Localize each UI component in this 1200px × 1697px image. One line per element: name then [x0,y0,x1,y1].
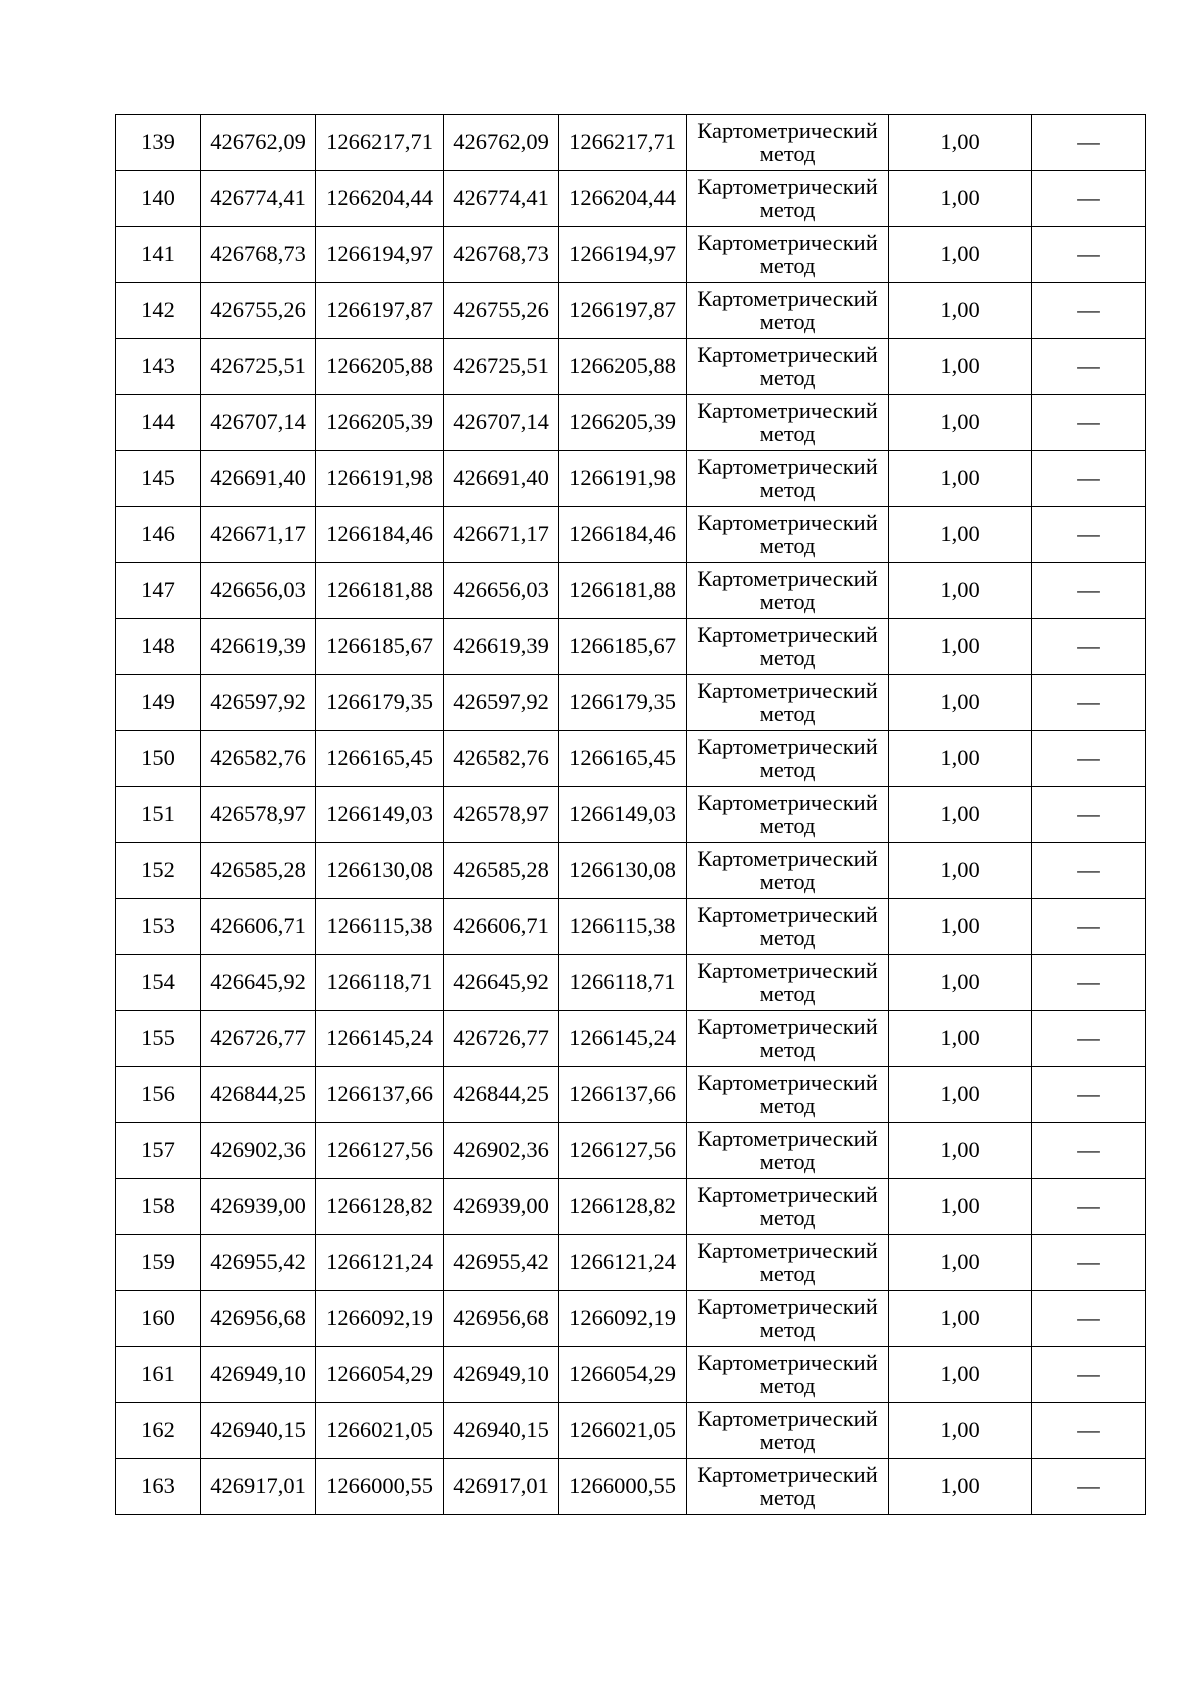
method-label-line2: метод [759,252,816,278]
x-coordinate-cell: 426619,39 [444,619,559,675]
point-number-cell: 153 [116,899,201,955]
method-cell [687,339,889,395]
table-row [116,395,1146,451]
method-label-line1: Картометрический [697,1182,878,1207]
x-coordinate-cell: 426656,03 [444,563,559,619]
method-label-line1: Картометрический [697,1462,878,1487]
x-coordinate-cell: 426691,40 [201,451,316,507]
method-label-line1: Картометрический [697,286,878,311]
point-number-cell: 143 [116,339,201,395]
x-coordinate-cell: 426707,14 [444,395,559,451]
point-number-cell: 148 [116,619,201,675]
accuracy-cell: 1,00 [889,1179,1032,1235]
x-coordinate-cell: 426768,73 [444,227,559,283]
accuracy-cell: 1,00 [889,1291,1032,1347]
method-cell [687,843,889,899]
point-number-cell: 149 [116,675,201,731]
y-coordinate-cell: 1266185,67 [559,619,687,675]
method-label-line2: метод [759,1260,816,1286]
method-label-line2: метод [759,700,816,726]
point-number-cell: 144 [116,395,201,451]
method-label-line1: Картометрический [697,678,878,703]
table-row [116,619,1146,675]
accuracy-cell: 1,00 [889,899,1032,955]
y-coordinate-cell: 1266149,03 [559,787,687,843]
x-coordinate-cell: 426726,77 [201,1011,316,1067]
x-coordinate-cell: 426940,15 [201,1403,316,1459]
accuracy-cell: 1,00 [889,339,1032,395]
table-row [116,115,1146,171]
x-coordinate-cell: 426940,15 [444,1403,559,1459]
method-label-line2: метод [759,812,816,838]
table-row [116,1291,1146,1347]
table-row [116,1235,1146,1291]
point-number-cell: 150 [116,731,201,787]
y-coordinate-cell: 1266054,29 [316,1347,444,1403]
y-coordinate-cell: 1266191,98 [559,451,687,507]
table-row [116,283,1146,339]
table-row [116,451,1146,507]
accuracy-cell: 1,00 [889,787,1032,843]
y-coordinate-cell: 1266181,88 [316,563,444,619]
table-row [116,563,1146,619]
method-label-line1: Картометрический [697,1350,878,1375]
dash-cell: — [1032,339,1146,395]
method-label-line2: метод [759,1428,816,1454]
method-label-line1: Картометрический [697,1294,878,1319]
method-label-line2: метод [759,196,816,222]
point-number-cell: 146 [116,507,201,563]
y-coordinate-cell: 1266021,05 [316,1403,444,1459]
y-coordinate-cell: 1266145,24 [316,1011,444,1067]
x-coordinate-cell: 426597,92 [201,675,316,731]
method-label-line1: Картометрический [697,734,878,759]
method-label-line1: Картометрический [697,510,878,535]
point-number-cell: 156 [116,1067,201,1123]
x-coordinate-cell: 426619,39 [201,619,316,675]
x-coordinate-cell: 426939,00 [444,1179,559,1235]
y-coordinate-cell: 1266197,87 [559,283,687,339]
accuracy-cell: 1,00 [889,227,1032,283]
dash-cell: — [1032,843,1146,899]
table-row [116,955,1146,1011]
y-coordinate-cell: 1266145,24 [559,1011,687,1067]
x-coordinate-cell: 426606,71 [201,899,316,955]
point-number-cell: 142 [116,283,201,339]
x-coordinate-cell: 426956,68 [201,1291,316,1347]
dash-cell: — [1032,115,1146,171]
point-number-cell: 158 [116,1179,201,1235]
accuracy-cell: 1,00 [889,1067,1032,1123]
method-label-line1: Картометрический [697,174,878,199]
method-label-line2: метод [759,1484,816,1510]
x-coordinate-cell: 426762,09 [444,115,559,171]
method-label-line2: метод [759,420,816,446]
table-body [116,115,1146,1515]
dash-cell: — [1032,283,1146,339]
x-coordinate-cell: 426645,92 [444,955,559,1011]
table-row [116,1067,1146,1123]
x-coordinate-cell: 426844,25 [201,1067,316,1123]
method-label-line2: метод [759,308,816,334]
method-label-line1: Картометрический [697,1406,878,1431]
y-coordinate-cell: 1266194,97 [559,227,687,283]
x-coordinate-cell: 426917,01 [201,1459,316,1515]
table-row [116,675,1146,731]
method-cell [687,507,889,563]
method-label-line2: метод [759,868,816,894]
table-row [116,507,1146,563]
y-coordinate-cell: 1266204,44 [559,171,687,227]
method-cell [687,675,889,731]
x-coordinate-cell: 426755,26 [201,283,316,339]
x-coordinate-cell: 426578,97 [201,787,316,843]
point-number-cell: 147 [116,563,201,619]
method-label-line1: Картометрический [697,566,878,591]
y-coordinate-cell: 1266054,29 [559,1347,687,1403]
accuracy-cell: 1,00 [889,731,1032,787]
y-coordinate-cell: 1266185,67 [316,619,444,675]
method-label-line1: Картометрический [697,902,878,927]
x-coordinate-cell: 426902,36 [444,1123,559,1179]
method-cell [687,563,889,619]
table-row [116,339,1146,395]
method-cell [687,1067,889,1123]
dash-cell: — [1032,1235,1146,1291]
y-coordinate-cell: 1266137,66 [316,1067,444,1123]
table-row [116,227,1146,283]
x-coordinate-cell: 426597,92 [444,675,559,731]
point-number-cell: 155 [116,1011,201,1067]
accuracy-cell: 1,00 [889,1235,1032,1291]
x-coordinate-cell: 426707,14 [201,395,316,451]
dash-cell: — [1032,171,1146,227]
method-cell [687,395,889,451]
dash-cell: — [1032,1067,1146,1123]
method-label-line1: Картометрический [697,846,878,871]
dash-cell: — [1032,955,1146,1011]
point-number-cell: 161 [116,1347,201,1403]
x-coordinate-cell: 426955,42 [444,1235,559,1291]
x-coordinate-cell: 426955,42 [201,1235,316,1291]
method-cell [687,899,889,955]
point-number-cell: 163 [116,1459,201,1515]
accuracy-cell: 1,00 [889,1347,1032,1403]
y-coordinate-cell: 1266191,98 [316,451,444,507]
x-coordinate-cell: 426725,51 [444,339,559,395]
point-number-cell: 154 [116,955,201,1011]
accuracy-cell: 1,00 [889,1011,1032,1067]
y-coordinate-cell: 1266092,19 [559,1291,687,1347]
table-row [116,731,1146,787]
table-row [116,787,1146,843]
method-label-line2: метод [759,1148,816,1174]
x-coordinate-cell: 426585,28 [444,843,559,899]
point-number-cell: 160 [116,1291,201,1347]
method-label-line1: Картометрический [697,1238,878,1263]
y-coordinate-cell: 1266130,08 [559,843,687,899]
accuracy-cell: 1,00 [889,675,1032,731]
method-label-line2: метод [759,1204,816,1230]
x-coordinate-cell: 426844,25 [444,1067,559,1123]
point-number-cell: 141 [116,227,201,283]
accuracy-cell: 1,00 [889,1403,1032,1459]
accuracy-cell: 1,00 [889,563,1032,619]
y-coordinate-cell: 1266179,35 [316,675,444,731]
method-label-line2: метод [759,756,816,782]
method-cell [687,283,889,339]
method-cell [687,1459,889,1515]
x-coordinate-cell: 426902,36 [201,1123,316,1179]
method-cell [687,227,889,283]
method-label-line2: метод [759,532,816,558]
dash-cell: — [1032,787,1146,843]
method-label-line1: Картометрический [697,118,878,143]
y-coordinate-cell: 1266194,97 [316,227,444,283]
accuracy-cell: 1,00 [889,283,1032,339]
dash-cell: — [1032,1347,1146,1403]
method-label-line2: метод [759,364,816,390]
y-coordinate-cell: 1266204,44 [316,171,444,227]
method-label-line2: метод [759,644,816,670]
y-coordinate-cell: 1266137,66 [559,1067,687,1123]
accuracy-cell: 1,00 [889,451,1032,507]
dash-cell: — [1032,899,1146,955]
method-label-line2: метод [759,1036,816,1062]
x-coordinate-cell: 426726,77 [444,1011,559,1067]
point-number-cell: 152 [116,843,201,899]
dash-cell: — [1032,675,1146,731]
x-coordinate-cell: 426645,92 [201,955,316,1011]
method-cell [687,1347,889,1403]
x-coordinate-cell: 426656,03 [201,563,316,619]
method-cell [687,1179,889,1235]
y-coordinate-cell: 1266130,08 [316,843,444,899]
dash-cell: — [1032,1011,1146,1067]
y-coordinate-cell: 1266197,87 [316,283,444,339]
y-coordinate-cell: 1266184,46 [559,507,687,563]
method-label-line2: метод [759,1316,816,1342]
y-coordinate-cell: 1266115,38 [559,899,687,955]
y-coordinate-cell: 1266149,03 [316,787,444,843]
y-coordinate-cell: 1266115,38 [316,899,444,955]
accuracy-cell: 1,00 [889,843,1032,899]
point-number-cell: 145 [116,451,201,507]
x-coordinate-cell: 426956,68 [444,1291,559,1347]
point-number-cell: 159 [116,1235,201,1291]
method-cell [687,1235,889,1291]
method-label-line1: Картометрический [697,958,878,983]
method-label-line2: метод [759,476,816,502]
y-coordinate-cell: 1266179,35 [559,675,687,731]
method-cell [687,171,889,227]
y-coordinate-cell: 1266118,71 [559,955,687,1011]
accuracy-cell: 1,00 [889,1459,1032,1515]
y-coordinate-cell: 1266021,05 [559,1403,687,1459]
x-coordinate-cell: 426762,09 [201,115,316,171]
method-label-line1: Картометрический [697,1014,878,1039]
method-cell [687,1123,889,1179]
x-coordinate-cell: 426671,17 [201,507,316,563]
method-label-line1: Картометрический [697,230,878,255]
y-coordinate-cell: 1266165,45 [316,731,444,787]
method-cell [687,1011,889,1067]
accuracy-cell: 1,00 [889,115,1032,171]
x-coordinate-cell: 426578,97 [444,787,559,843]
method-label-line1: Картометрический [697,1126,878,1151]
dash-cell: — [1032,395,1146,451]
y-coordinate-cell: 1266205,88 [559,339,687,395]
method-label-line1: Картометрический [697,342,878,367]
dash-cell: — [1032,563,1146,619]
method-cell [687,619,889,675]
x-coordinate-cell: 426582,76 [201,731,316,787]
dash-cell: — [1032,227,1146,283]
x-coordinate-cell: 426774,41 [444,171,559,227]
method-cell [687,115,889,171]
y-coordinate-cell: 1266121,24 [316,1235,444,1291]
method-label-line1: Картометрический [697,398,878,423]
y-coordinate-cell: 1266181,88 [559,563,687,619]
method-label-line1: Картометрический [697,1070,878,1095]
y-coordinate-cell: 1266217,71 [559,115,687,171]
dash-cell: — [1032,1403,1146,1459]
method-label-line2: метод [759,140,816,166]
table-row [116,1179,1146,1235]
method-cell [687,731,889,787]
y-coordinate-cell: 1266121,24 [559,1235,687,1291]
dash-cell: — [1032,1459,1146,1515]
method-label-line2: метод [759,980,816,1006]
dash-cell: — [1032,507,1146,563]
x-coordinate-cell: 426691,40 [444,451,559,507]
method-label-line1: Картометрический [697,622,878,647]
method-cell [687,1403,889,1459]
x-coordinate-cell: 426755,26 [444,283,559,339]
method-cell [687,451,889,507]
dash-cell: — [1032,1123,1146,1179]
y-coordinate-cell: 1266184,46 [316,507,444,563]
method-cell [687,955,889,1011]
method-cell [687,1291,889,1347]
method-label-line2: метод [759,588,816,614]
method-label-line2: метод [759,1092,816,1118]
y-coordinate-cell: 1266165,45 [559,731,687,787]
dash-cell: — [1032,1291,1146,1347]
accuracy-cell: 1,00 [889,171,1032,227]
point-number-cell: 157 [116,1123,201,1179]
point-number-cell: 140 [116,171,201,227]
x-coordinate-cell: 426917,01 [444,1459,559,1515]
x-coordinate-cell: 426949,10 [201,1347,316,1403]
dash-cell: — [1032,451,1146,507]
x-coordinate-cell: 426939,00 [201,1179,316,1235]
y-coordinate-cell: 1266000,55 [559,1459,687,1515]
x-coordinate-cell: 426949,10 [444,1347,559,1403]
y-coordinate-cell: 1266205,39 [559,395,687,451]
table-row [116,1403,1146,1459]
dash-cell: — [1032,1179,1146,1235]
table-row [116,899,1146,955]
table-row [116,1011,1146,1067]
y-coordinate-cell: 1266128,82 [559,1179,687,1235]
table-row [116,1123,1146,1179]
point-number-cell: 162 [116,1403,201,1459]
y-coordinate-cell: 1266128,82 [316,1179,444,1235]
method-label-line1: Картометрический [697,454,878,479]
x-coordinate-cell: 426606,71 [444,899,559,955]
method-label-line1: Картометрический [697,790,878,815]
x-coordinate-cell: 426582,76 [444,731,559,787]
point-number-cell: 151 [116,787,201,843]
x-coordinate-cell: 426768,73 [201,227,316,283]
point-number-cell: 139 [116,115,201,171]
accuracy-cell: 1,00 [889,1123,1032,1179]
table-row [116,843,1146,899]
method-cell [687,787,889,843]
y-coordinate-cell: 1266127,56 [316,1123,444,1179]
y-coordinate-cell: 1266205,88 [316,339,444,395]
accuracy-cell: 1,00 [889,619,1032,675]
dash-cell: — [1032,731,1146,787]
accuracy-cell: 1,00 [889,507,1032,563]
x-coordinate-cell: 426671,17 [444,507,559,563]
method-label-line2: метод [759,1372,816,1398]
coordinates-table [115,114,1146,1515]
table-row [116,1459,1146,1515]
y-coordinate-cell: 1266092,19 [316,1291,444,1347]
y-coordinate-cell: 1266127,56 [559,1123,687,1179]
table-row [116,171,1146,227]
y-coordinate-cell: 1266217,71 [316,115,444,171]
accuracy-cell: 1,00 [889,955,1032,1011]
y-coordinate-cell: 1266118,71 [316,955,444,1011]
x-coordinate-cell: 426585,28 [201,843,316,899]
accuracy-cell: 1,00 [889,395,1032,451]
method-label-line2: метод [759,924,816,950]
dash-cell: — [1032,619,1146,675]
x-coordinate-cell: 426725,51 [201,339,316,395]
y-coordinate-cell: 1266000,55 [316,1459,444,1515]
y-coordinate-cell: 1266205,39 [316,395,444,451]
table-row [116,1347,1146,1403]
x-coordinate-cell: 426774,41 [201,171,316,227]
